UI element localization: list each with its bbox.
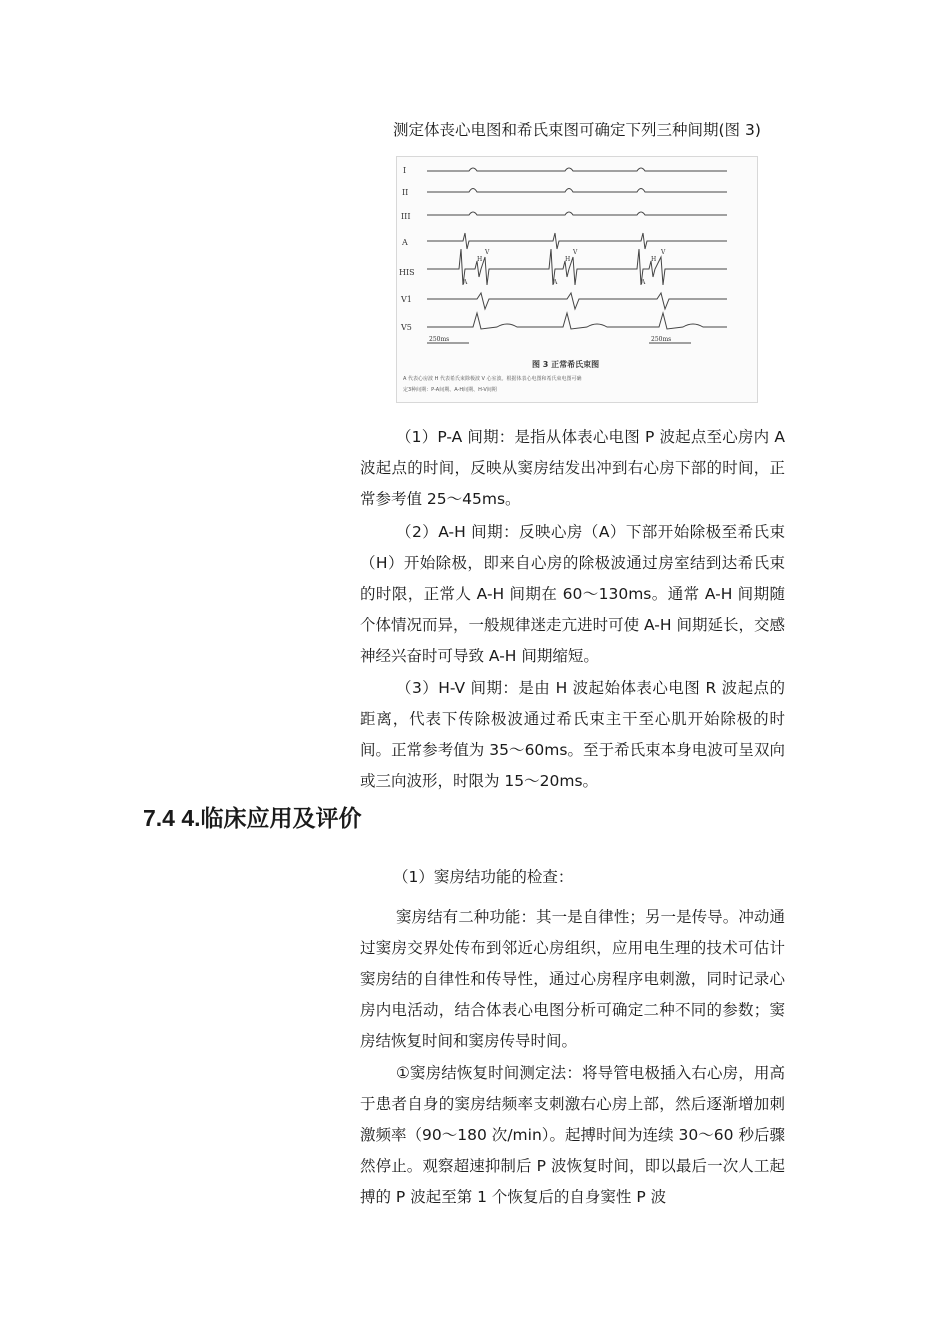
lead-label-iii: III — [401, 212, 411, 221]
ecg-figure-svg — [397, 157, 757, 402]
marker-v-3: V — [661, 249, 666, 256]
trace-v1 — [427, 293, 727, 309]
trace-lead-ii — [427, 189, 727, 193]
scale-label-right: 250ms — [651, 336, 672, 343]
lead-label-a: A — [402, 238, 408, 247]
intro-line: 测定体丧心电图和希氏束图可确定下列三种间期(图 3) — [393, 121, 761, 139]
paragraph-sinus-functions: 窦房结有二种功能：其一是自律性；另一是传导。冲动通过窦房交界处传布到邻近心房组织，应用电生理的技术可估计窦房结的自律性和传导性，通过心房程序电刺激，同时记录心房内电活动，结合体表心电图分析可确定二种不同的参数；窦房结恢复时间和窦房传导时间。 — [360, 908, 785, 1050]
trace-a — [427, 233, 727, 249]
section-heading-title: 临床应用及评价 — [200, 806, 362, 832]
lead-label-v1: V1 — [401, 295, 412, 304]
paragraph-ah-interval: （2）A-H 间期：反映心房（A）下部开始除极至希氏束（H）开始除极，即来自心房的除极波通过房室结到达希氏束的时限，正常人 A-H 间期在 60～130ms。通常 A-H 间期随个体情况而异，一般规律迷走亢进时可使 A-H 间期延长，交感神经兴奋时可导致 A-H 间期缩短。 — [360, 523, 785, 665]
trace-lead-i — [427, 168, 727, 171]
paragraph-recovery-time: ①窦房结恢复时间测定法：将导管电极插入右心房，用高于患者自身的窦房结频率支刺激右心房上部，然后逐渐增加刺激频率（90～180 次/min）。起搏时间为连续 30～60 秒后骤然停止。观察超速抑制后 P 波恢复时间，即以最后一次人工起搏的 P 波起至第 1 个恢复后的自身窦性 P 波 — [360, 1064, 785, 1206]
ecg-figure — [396, 156, 758, 403]
lead-label-his: HIS — [399, 268, 415, 277]
lead-label-v5: V5 — [401, 323, 412, 332]
lead-label-i: I — [403, 166, 407, 175]
marker-h-1: H — [477, 256, 483, 263]
marker-h-2: H — [565, 256, 571, 263]
figure-caption-line1: A 代表心房波 H 代表希氏束除极波 V 心室波。根据体表心电图和希氏束电图可确 — [403, 376, 582, 382]
marker-v-1: V — [485, 249, 490, 256]
marker-a-2: A — [553, 279, 558, 286]
trace-v5 — [427, 313, 727, 329]
scale-label-left: 250ms — [429, 336, 450, 343]
marker-h-3: H — [651, 256, 657, 263]
marker-a-3: A — [641, 279, 646, 286]
paragraph-pa-interval: （1）P-A 间期：是指从体表心电图 P 波起点至心房内 A 波起点的时间，反映从窦房结发出冲到右心房下部的时间，正常参考值 25～45ms。 — [360, 428, 785, 508]
lead-label-ii: II — [402, 188, 409, 197]
subheading-sinus-node: （1）窦房结功能的检查： — [393, 868, 574, 886]
figure-caption-line2: 定3种间期：P-A间期、A-H间期、H-V间期 — [403, 387, 497, 393]
section-heading — [143, 800, 362, 833]
marker-a-1: A — [463, 279, 468, 286]
trace-lead-iii — [427, 212, 727, 215]
section-heading-number: 7.4 4. — [143, 805, 201, 831]
marker-v-2: V — [573, 249, 578, 256]
figure-caption-title: 图 3 正常希氏束图 — [532, 360, 600, 369]
paragraph-hv-interval: （3）H-V 间期：是由 H 波起始体表心电图 R 波起点的距离，代表下传除极波通过希氏束主干至心肌开始除极的时间。正常参考值为 35～60ms。至于希氏束本身电波可呈双向或三向波形，时限为 15～20ms。 — [360, 679, 785, 790]
